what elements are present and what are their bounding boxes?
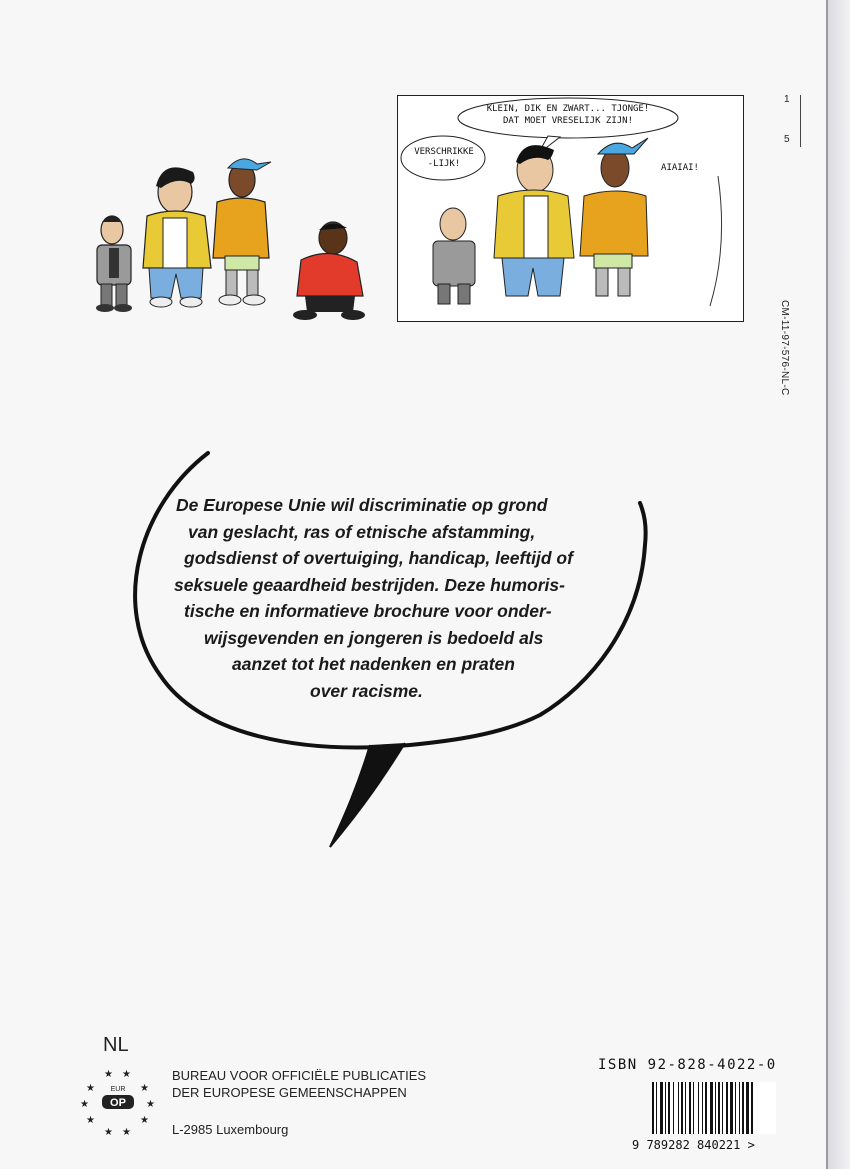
characters-illustration (85, 150, 385, 325)
speech-line: KLEIN, DIK EN ZWART... TJONGE! (486, 104, 650, 114)
barcode-digits (632, 1138, 755, 1152)
barcode-bar (735, 1082, 736, 1134)
barcode-bar (668, 1082, 670, 1134)
svg-text:★: ★ (104, 1069, 113, 1080)
statement-line: seksuele geaardheid bestrijden. Deze humoris- (174, 574, 565, 595)
speech-bubble-left (404, 146, 484, 170)
statement-line: tische en informatieve brochure voor onder- (184, 601, 552, 621)
side-number-bottom: 5 (784, 134, 790, 145)
eur-op-logo (78, 1063, 158, 1139)
statement-line: van geslacht, ras of etnische afstamming, (188, 521, 536, 542)
statement-line: over racisme. (310, 680, 423, 701)
barcode-bar (660, 1082, 663, 1134)
speech-line: -LIJK! (427, 159, 461, 169)
side-rule (800, 95, 801, 147)
statement-line: aanzet tot het nadenken en praten (232, 654, 515, 674)
barcode-bar (685, 1082, 686, 1134)
large-boy-figure (143, 167, 211, 307)
spine-edge (828, 0, 850, 1169)
barcode-bar (715, 1082, 716, 1134)
isbn-number: ISBN 92-828-4022-0 (598, 1057, 777, 1073)
barcode-bar (665, 1082, 666, 1134)
svg-text:★: ★ (104, 1127, 113, 1138)
barcode (652, 1082, 776, 1134)
small-boy-figure (96, 216, 132, 312)
side-number-top: 1 (784, 94, 790, 105)
barcode-bar (751, 1082, 753, 1134)
barcode-bar (705, 1082, 707, 1134)
speech-line: DAT MOET VRESELIJK ZIJN! (502, 116, 634, 126)
statement-line: wijsgevenden en jongeren is bedoeld als (204, 627, 544, 648)
svg-text:★: ★ (86, 1115, 95, 1126)
comic-panel-art (398, 96, 742, 320)
svg-text:★: ★ (80, 1099, 89, 1110)
barcode-number: 9 789282 840221 (632, 1138, 741, 1152)
barcode-bar (710, 1082, 713, 1134)
speech-bubble-right: AIAIAI! (661, 163, 699, 173)
barcode-bar (702, 1082, 703, 1134)
statement-line: godsdienst of overtuiging, handicap, leeftijd of (184, 548, 573, 568)
barcode-bar (681, 1082, 683, 1134)
comic-panel (397, 95, 744, 322)
main-statement (160, 492, 630, 704)
barcode-bar (656, 1082, 657, 1134)
logo-text-big: OP (110, 1097, 126, 1109)
cap-boy-figure (213, 159, 271, 305)
barcode-bar (739, 1082, 740, 1134)
svg-text:★: ★ (122, 1127, 131, 1138)
barcode-bar (652, 1082, 654, 1134)
barcode-bar (722, 1082, 723, 1134)
barcode-bar (746, 1082, 749, 1134)
barcode-bar (673, 1082, 674, 1134)
svg-text:★: ★ (122, 1069, 131, 1080)
barcode-bar (689, 1082, 691, 1134)
barcode-bar (718, 1082, 720, 1134)
svg-text:★: ★ (140, 1083, 149, 1094)
publisher-address: L-2985 Luxembourg (172, 1122, 289, 1137)
language-code: NL (103, 1034, 129, 1056)
speech-line: VERSCHRIKKE (414, 147, 474, 157)
walking-boy-figure (293, 222, 365, 320)
barcode-bar (726, 1082, 728, 1134)
svg-text:★: ★ (86, 1083, 95, 1094)
statement-line: De Europese Unie wil discriminatie op grond (176, 495, 548, 515)
catalogue-code: CM-11-97-576-NL-C (779, 300, 790, 396)
publisher-line-2: DER EUROPESE GEMEENSCHAPPEN (172, 1085, 407, 1100)
barcode-bar (693, 1082, 694, 1134)
speech-bubble-top (460, 103, 676, 127)
svg-text:★: ★ (146, 1099, 155, 1110)
svg-text:★: ★ (140, 1115, 149, 1126)
publisher-line-1: BUREAU VOOR OFFICIËLE PUBLICATIES (172, 1068, 427, 1083)
barcode-bar (698, 1082, 699, 1134)
barcode-bar (730, 1082, 733, 1134)
logo-text-small: EUR (110, 1086, 126, 1093)
barcode-arrow: > (747, 1138, 755, 1152)
barcode-bar (742, 1082, 744, 1134)
barcode-bar (678, 1082, 679, 1134)
